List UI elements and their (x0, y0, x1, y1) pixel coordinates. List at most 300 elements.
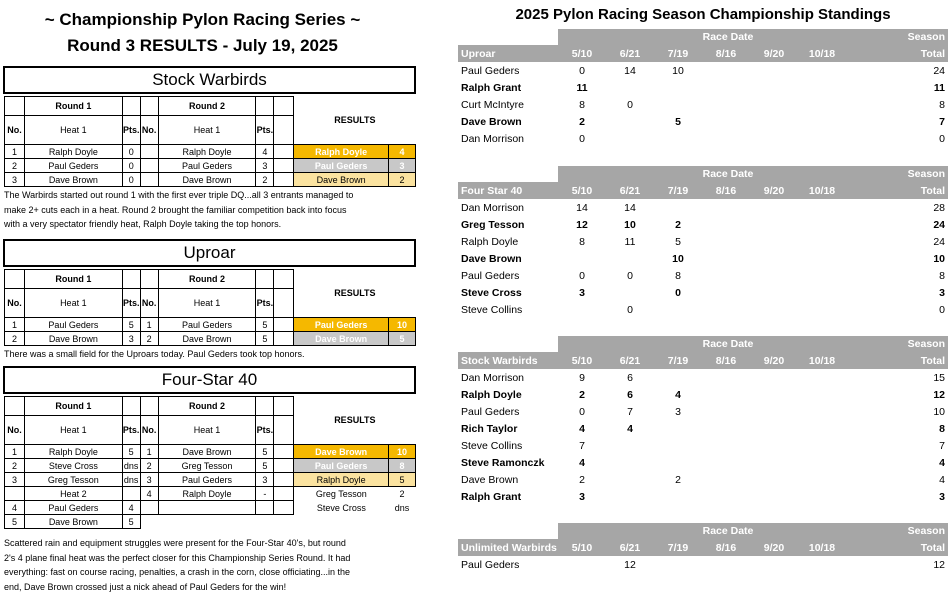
round1-header: Round 1 (24, 270, 122, 289)
race-points (702, 454, 750, 471)
standings-title: 2025 Pylon Racing Season Championship Standings (515, 6, 891, 23)
no-header: No. (5, 116, 25, 145)
race-points: 0 (579, 64, 585, 77)
race-points (798, 113, 846, 130)
race-points (750, 79, 798, 96)
season-header: Season (898, 29, 948, 45)
result-points: dns (394, 502, 410, 513)
race-points (750, 454, 798, 471)
race-points (606, 113, 654, 130)
race-date: 6/21 (606, 539, 654, 556)
pts-header: Pts. (122, 416, 140, 445)
race-points (798, 454, 846, 471)
race-points (702, 233, 750, 250)
result-points: 5 (389, 332, 416, 346)
pilot-name: Dan Morrison (461, 201, 525, 214)
note-line: Scattered rain and equipment struggles were present for the Four-Star 40's, but round (4, 538, 346, 548)
pts-header: Pts. (122, 116, 140, 145)
race-points (798, 267, 846, 284)
race-points (750, 199, 798, 216)
race-points (798, 96, 846, 113)
season-total: 24 (933, 64, 945, 77)
heat1-header: Heat 1 (158, 416, 256, 445)
race-points (702, 403, 750, 420)
race-points: 3 (579, 490, 585, 503)
season-total: 8 (939, 269, 945, 282)
standings-row (458, 79, 948, 96)
standings-row (458, 556, 948, 573)
standings-row (458, 454, 948, 471)
race-points: 4 (579, 456, 585, 469)
race-points: 4 (579, 422, 585, 435)
pts-header: Pts. (256, 116, 274, 145)
race-points: 7 (627, 405, 633, 418)
race-points (654, 130, 702, 147)
standings-row (458, 488, 948, 505)
pilot-number: 1 (5, 145, 25, 159)
heat2-label: Heat 2 (24, 487, 122, 501)
standings-row (458, 233, 948, 250)
pilot-name: Steve Cross (461, 286, 522, 299)
table-row (5, 487, 416, 501)
standings-row (458, 369, 948, 386)
note-line: everything: fast on course racing, penalties, a crash in the corn, close officiating...in the (4, 567, 351, 577)
race-points: 0 (579, 269, 585, 282)
points: - (256, 487, 274, 501)
pilot-name: Paul Geders (461, 405, 520, 418)
race-date: 8/16 (702, 182, 750, 199)
result-name: Dave Brown (294, 445, 389, 459)
result-points: 4 (389, 145, 416, 159)
race-points (702, 199, 750, 216)
race-points (702, 488, 750, 505)
race-points: 10 (624, 218, 636, 231)
pilot-name: Ralph Doyle (158, 145, 256, 159)
pilot-name: Steve Ramonczk (461, 456, 545, 469)
race-points (798, 420, 846, 437)
race-points (654, 96, 702, 113)
race-points (606, 284, 654, 301)
table-row (5, 445, 416, 459)
round2-header: Round 2 (158, 97, 256, 116)
pilot-name: Dan Morrison (461, 132, 525, 145)
points: 5 (122, 445, 140, 459)
race-date: 10/18 (798, 182, 846, 199)
points: 5 (122, 515, 140, 529)
pilot-name: Paul Geders (158, 473, 256, 487)
race-points (702, 386, 750, 403)
standings-row (458, 437, 948, 454)
pilot-number: 1 (5, 445, 25, 459)
result-name: Paul Geders (294, 318, 389, 332)
race-points (606, 250, 654, 267)
race-points: 3 (675, 405, 681, 418)
race-points (606, 437, 654, 454)
race-points: 12 (624, 558, 636, 571)
race-points (702, 113, 750, 130)
race-points (654, 437, 702, 454)
standings-row (458, 284, 948, 301)
race-points (750, 386, 798, 403)
race-points (798, 471, 846, 488)
pilot-name: Paul Geders (24, 318, 122, 332)
points: 3 (256, 159, 274, 173)
race-date: 8/16 (702, 539, 750, 556)
result-name: Ralph Doyle (294, 473, 389, 487)
race-points (654, 369, 702, 386)
pilot-number: 2 (5, 459, 25, 473)
race-points (702, 471, 750, 488)
standings-row (458, 216, 948, 233)
race-points: 0 (579, 405, 585, 418)
result-points: 3 (389, 159, 416, 173)
pilot-name: Ralph Doyle (461, 388, 522, 401)
race-points (702, 79, 750, 96)
race-points: 3 (579, 286, 585, 299)
race-points: 5 (675, 235, 681, 248)
results-header: RESULTS (334, 415, 376, 426)
heat1-header: Heat 1 (24, 289, 122, 318)
table-row (5, 173, 416, 187)
race-date: 6/21 (606, 352, 654, 369)
race-points (798, 250, 846, 267)
season-total: 3 (939, 490, 945, 503)
race-points: 0 (579, 132, 585, 145)
race-points: 11 (576, 81, 588, 94)
total-header: Total (898, 45, 948, 62)
pilot-name: Paul Geders (461, 269, 520, 282)
heat1-header: Heat 1 (24, 116, 122, 145)
pilot-name: Ralph Doyle (158, 487, 256, 501)
season-total: 10 (933, 252, 945, 265)
table-row (5, 159, 416, 173)
season-total: 12 (933, 388, 945, 401)
result-points: 5 (388, 473, 415, 487)
standings-row (458, 199, 948, 216)
race-points (702, 62, 750, 79)
points: 4 (256, 145, 274, 159)
race-points (750, 96, 798, 113)
race-points (606, 488, 654, 505)
race-date: 9/20 (750, 539, 798, 556)
race-points: 8 (579, 235, 585, 248)
race-points (750, 556, 798, 573)
result-points: 10 (388, 445, 415, 459)
points: 3 (122, 332, 140, 346)
class-name: Four Star 40 (458, 182, 558, 199)
pilot-number: 3 (5, 173, 25, 187)
pilot-number: 1 (140, 445, 158, 459)
race-points (750, 403, 798, 420)
race-points: 6 (627, 388, 633, 401)
total-header: Total (898, 352, 948, 369)
pilot-number: 4 (140, 487, 158, 501)
season-header: Season (898, 336, 948, 352)
points: dns (123, 474, 139, 485)
season-total: 12 (933, 558, 945, 571)
pilot-name: Paul Geders (158, 318, 256, 332)
total-header: Total (898, 182, 948, 199)
race-points: 5 (675, 115, 681, 128)
race-date: 9/20 (750, 45, 798, 62)
note-line: The Warbirds started out round 1 with the first ever triple DQ...all 3 entrants managed to (4, 190, 354, 200)
race-points (750, 250, 798, 267)
stock-warbirds-note (4, 188, 416, 232)
pilot-name: Dave Brown (158, 445, 256, 459)
season-header: Season (898, 523, 948, 539)
season-total: 0 (939, 132, 945, 145)
race-points (798, 62, 846, 79)
race-points (702, 130, 750, 147)
standings-row (458, 250, 948, 267)
race-points: 4 (627, 422, 633, 435)
pilot-number: 2 (140, 459, 158, 473)
race-points (750, 130, 798, 147)
pts-header: Pts. (256, 416, 274, 445)
points: 5 (256, 318, 274, 332)
race-points (798, 301, 846, 318)
race-date: 7/19 (654, 539, 702, 556)
race-points (654, 199, 702, 216)
points: 5 (256, 459, 274, 473)
points: 2 (256, 173, 274, 187)
race-points: 2 (579, 115, 585, 128)
pilot-name: Steve Collins (461, 303, 523, 316)
season-total: 4 (939, 473, 945, 486)
standings-table (458, 523, 948, 573)
race-points (702, 267, 750, 284)
note-line: end, Dave Brown crossed just a nick ahead of Paul Geders for the win! (4, 581, 287, 592)
table-row (5, 459, 416, 473)
standings-row (458, 96, 948, 113)
race-points (798, 199, 846, 216)
race-date: 7/19 (654, 45, 702, 62)
race-date: 7/19 (654, 182, 702, 199)
points: 3 (256, 473, 274, 487)
race-date-header: Race Date (558, 523, 898, 539)
points: 5 (122, 318, 140, 332)
pilot-name: Dave Brown (24, 173, 122, 187)
round2-header: Round 2 (158, 270, 256, 289)
pilot-number: 1 (140, 318, 158, 332)
pilot-number: 3 (140, 473, 158, 487)
pilot-name: Dave Brown (24, 515, 122, 529)
pilot-name: Ralph Doyle (461, 235, 519, 248)
race-points (798, 488, 846, 505)
pts-header: Pts. (122, 289, 140, 318)
note-line: There was a small field for the Uproars today. Paul Geders took top honors. (4, 349, 305, 359)
race-date: 9/20 (750, 182, 798, 199)
race-points (798, 437, 846, 454)
pilot-number: 3 (5, 473, 25, 487)
standings-table (458, 29, 948, 147)
round1-header: Round 1 (24, 397, 122, 416)
race-date: 5/10 (558, 182, 606, 199)
race-points (798, 369, 846, 386)
race-points (798, 233, 846, 250)
race-points (750, 267, 798, 284)
race-points: 2 (675, 473, 681, 486)
season-total: 0 (939, 303, 945, 316)
pilot-name: Curt McIntyre (461, 98, 525, 111)
result-name: Paul Geders (294, 159, 389, 173)
race-date: 10/18 (798, 539, 846, 556)
table-row (5, 318, 416, 332)
pilot-name: Ralph Grant (461, 81, 522, 94)
result-points: 2 (399, 488, 405, 499)
pilot-number: 2 (5, 159, 25, 173)
race-points (606, 454, 654, 471)
race-points (654, 79, 702, 96)
race-points (654, 420, 702, 437)
race-date: 7/19 (654, 352, 702, 369)
race-points: 2 (675, 218, 681, 231)
race-points (702, 420, 750, 437)
race-points (750, 471, 798, 488)
race-points: 9 (579, 371, 585, 384)
race-points (798, 403, 846, 420)
pilot-name: Dave Brown (461, 252, 522, 265)
pilot-name: Dan Morrison (461, 371, 525, 384)
race-points (798, 79, 846, 96)
total-header: Total (898, 539, 948, 556)
pilot-number: 1 (5, 318, 25, 332)
race-points (702, 284, 750, 301)
table-row (5, 501, 416, 515)
result-name: Dave Brown (294, 173, 389, 187)
race-points (750, 301, 798, 318)
note-line: 2's 4 plane final heat was the perfect closer for this Championship Series Round. It had (4, 552, 351, 563)
race-points: 11 (624, 235, 636, 248)
race-date: 10/18 (798, 45, 846, 62)
pilot-name: Dave Brown (461, 473, 519, 486)
race-date: 5/10 (558, 352, 606, 369)
class-name: Uproar (458, 45, 558, 62)
standings-row (458, 267, 948, 284)
race-date: 8/16 (702, 45, 750, 62)
points: dns (123, 460, 139, 471)
pilot-number: 4 (5, 501, 25, 515)
season-total: 3 (939, 286, 945, 299)
race-points (654, 301, 702, 318)
standings-row (458, 130, 948, 147)
race-points (606, 471, 654, 488)
race-points (750, 420, 798, 437)
race-points: 2 (579, 473, 585, 486)
race-points (750, 216, 798, 233)
result-name: Greg Tesson (315, 488, 367, 499)
points: 0 (122, 173, 140, 187)
race-points (558, 556, 606, 573)
stock-warbirds-section-title: Stock Warbirds (3, 66, 416, 94)
race-points (702, 437, 750, 454)
race-date-header: Race Date (558, 336, 898, 352)
race-points: 0 (675, 286, 681, 299)
result-name: Ralph Doyle (294, 145, 389, 159)
uproar-results-table (4, 269, 416, 346)
race-date: 9/20 (750, 352, 798, 369)
race-points: 6 (627, 371, 633, 384)
pilot-number: 2 (5, 332, 25, 346)
result-points: 10 (389, 318, 416, 332)
pilot-name: Dave Brown (158, 173, 256, 187)
race-points: 14 (624, 64, 636, 77)
heat1-header: Heat 1 (24, 416, 122, 445)
race-points (750, 488, 798, 505)
race-points (750, 233, 798, 250)
no-header: No. (5, 289, 25, 318)
result-name: Paul Geders (294, 459, 389, 473)
race-points (702, 369, 750, 386)
race-points (558, 301, 606, 318)
standings-row (458, 62, 948, 79)
standings-row (458, 420, 948, 437)
pts-header: Pts. (256, 289, 274, 318)
race-date: 5/10 (558, 539, 606, 556)
pilot-name: Dave Brown (461, 115, 522, 128)
race-date: 8/16 (702, 352, 750, 369)
no-header: No. (140, 416, 158, 445)
race-points: 12 (576, 218, 588, 231)
race-points: 0 (627, 269, 633, 282)
season-header: Season (898, 166, 948, 182)
season-total: 15 (933, 371, 945, 384)
season-total: 8 (939, 98, 945, 111)
pilot-name: Greg Tesson (158, 459, 256, 473)
race-points (702, 96, 750, 113)
table-row (5, 332, 416, 346)
race-points (798, 386, 846, 403)
no-header: No. (5, 416, 25, 445)
pilot-name: Paul Geders (158, 159, 256, 173)
pilot-name: Greg Tesson (24, 473, 122, 487)
race-points (702, 250, 750, 267)
standings-row (458, 386, 948, 403)
pilot-name: Paul Geders (461, 64, 520, 77)
season-total: 24 (933, 218, 945, 231)
race-date: 10/18 (798, 352, 846, 369)
results-header: RESULTS (334, 115, 376, 126)
pilot-number: 2 (140, 332, 158, 346)
race-date-header: Race Date (558, 166, 898, 182)
season-total: 28 (933, 201, 945, 214)
four-star-40-note (4, 536, 416, 594)
race-points: 0 (627, 303, 633, 316)
points: 4 (122, 501, 140, 515)
race-points (702, 301, 750, 318)
season-total: 11 (933, 81, 945, 94)
pilot-name: Steve Collins (461, 439, 523, 452)
race-points (558, 250, 606, 267)
race-date: 5/10 (558, 45, 606, 62)
race-points (750, 437, 798, 454)
pilot-name: Steve Cross (24, 459, 122, 473)
race-points: 14 (576, 201, 588, 214)
race-points (654, 556, 702, 573)
no-header: No. (140, 116, 158, 145)
race-points (702, 216, 750, 233)
note-line: with a very spectator friendly heat, Ralph Doyle taking the top honors. (4, 219, 282, 229)
four-star-40-results-table (4, 396, 416, 529)
class-name: Stock Warbirds (458, 352, 558, 369)
race-points: 10 (672, 64, 684, 77)
race-points (798, 556, 846, 573)
pilot-name: Dave Brown (24, 332, 122, 346)
heat1-header: Heat 1 (158, 289, 256, 318)
points: 5 (256, 445, 274, 459)
stock-warbirds-results-table (4, 96, 416, 187)
season-total: 4 (939, 456, 945, 469)
